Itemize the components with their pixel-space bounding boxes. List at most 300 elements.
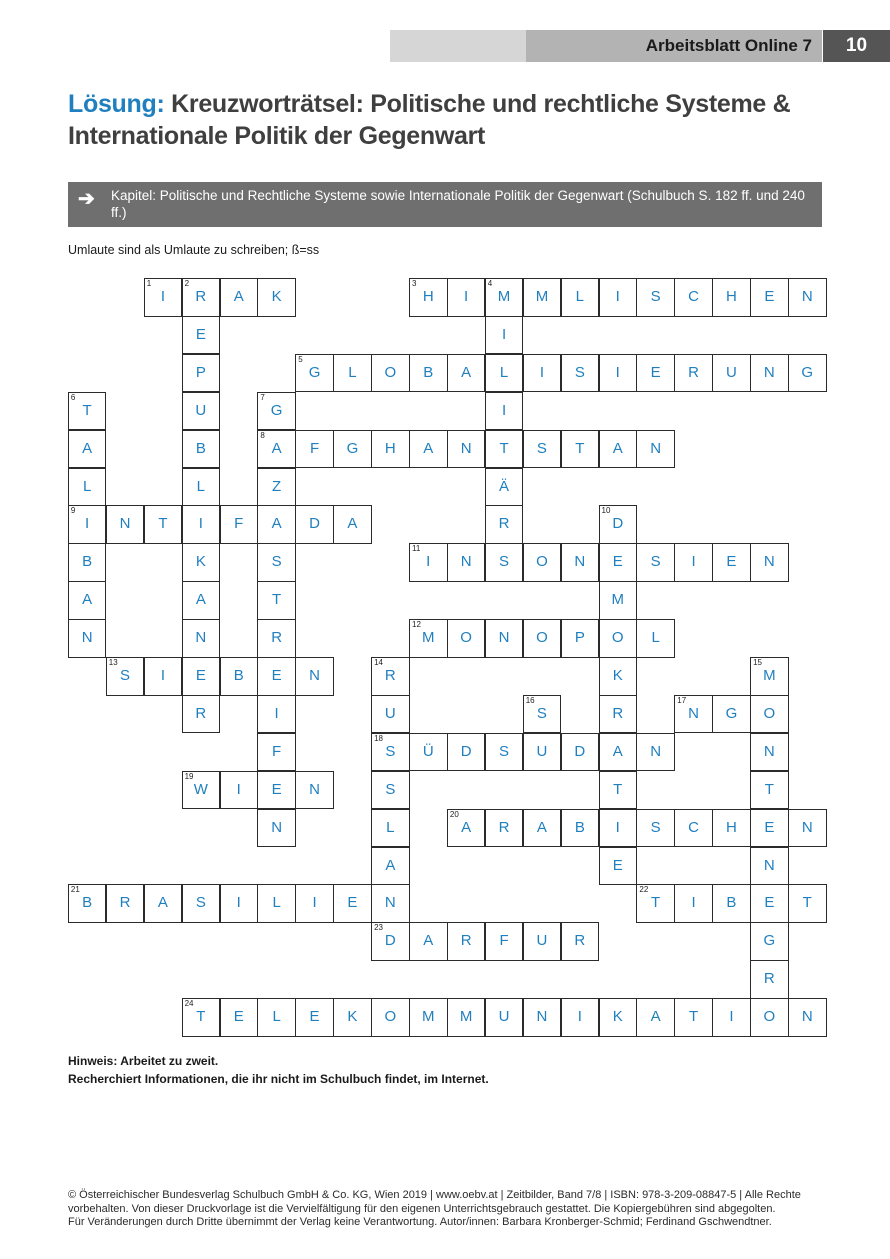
clue-number: 10 xyxy=(601,506,611,516)
crossword-cell xyxy=(257,278,296,317)
cell-letter: S xyxy=(385,742,396,760)
crossword-cell xyxy=(447,354,486,393)
cell-letter: I xyxy=(160,288,166,305)
cell-letter: A xyxy=(157,894,168,912)
cell-letter: H xyxy=(384,439,396,457)
crossword-cell xyxy=(712,809,751,848)
crossword-cell xyxy=(144,278,183,317)
crossword-cell xyxy=(599,619,638,658)
page-number: 10 xyxy=(823,30,890,62)
crossword-cell xyxy=(674,695,713,734)
worksheet-label: Arbeitsblatt Online 7 xyxy=(526,30,822,62)
crossword-cell xyxy=(257,505,296,544)
crossword-cell xyxy=(523,922,562,961)
clue-number: 21 xyxy=(70,885,80,895)
crossword-cell xyxy=(295,430,334,469)
crossword-cell xyxy=(636,543,675,582)
crossword-cell xyxy=(788,809,827,848)
clue-number: 24 xyxy=(184,999,194,1009)
crossword-cell xyxy=(485,468,524,507)
crossword-cell xyxy=(712,695,751,734)
cell-letter: U xyxy=(195,401,207,419)
cell-letter: I xyxy=(198,515,203,533)
cell-letter: L xyxy=(348,363,357,381)
cell-letter: M xyxy=(422,1008,435,1026)
cell-letter: T xyxy=(764,780,774,798)
crossword-cell xyxy=(182,430,221,469)
cell-letter: N xyxy=(574,553,586,571)
crossword-cell xyxy=(257,884,296,923)
crossword-cell xyxy=(599,809,638,848)
crossword-cell xyxy=(68,505,107,544)
cell-letter: H xyxy=(726,818,737,836)
cell-letter: A xyxy=(82,591,93,609)
cell-letter: G xyxy=(270,401,283,419)
cell-letter: I xyxy=(691,894,696,912)
cell-letter: T xyxy=(688,1008,699,1026)
crossword-cell xyxy=(750,809,789,848)
crossword-cell xyxy=(144,505,183,544)
crossword-cell xyxy=(599,430,638,469)
crossword-cell xyxy=(447,733,486,772)
cell-letter: S xyxy=(385,780,396,798)
cell-letter: U xyxy=(536,932,548,950)
cell-letter: C xyxy=(688,818,699,836)
cell-letter: E xyxy=(195,325,206,343)
cell-letter: M xyxy=(611,591,624,609)
cell-letter: P xyxy=(195,363,206,381)
crossword-cell xyxy=(712,278,751,317)
crossword-cell xyxy=(750,354,789,393)
crossword-cell xyxy=(371,884,410,923)
cell-letter: Z xyxy=(272,477,282,495)
clue-number: 20 xyxy=(449,809,459,819)
cell-letter: I xyxy=(274,704,279,722)
cell-letter: M xyxy=(422,629,435,647)
crossword-cell xyxy=(447,543,486,582)
crossword-cell xyxy=(295,657,334,696)
crossword-cell xyxy=(485,354,524,393)
clue-number: 17 xyxy=(677,695,687,705)
cell-letter: E xyxy=(271,667,282,684)
cell-letter: K xyxy=(612,1008,623,1026)
crossword-cell xyxy=(144,884,183,923)
cell-letter: T xyxy=(272,591,282,609)
cell-letter: R xyxy=(195,288,207,305)
cell-letter: F xyxy=(234,515,244,533)
cell-letter: N xyxy=(460,553,472,571)
crossword-cell xyxy=(257,581,296,620)
cell-letter: K xyxy=(612,667,623,684)
crossword-cell xyxy=(523,619,562,658)
crossword-cell xyxy=(409,619,448,658)
crossword-cell xyxy=(144,657,183,696)
crossword-cell xyxy=(712,998,751,1037)
cell-letter: N xyxy=(309,667,320,684)
cell-letter: R xyxy=(612,704,624,722)
crossword-cell xyxy=(599,278,638,317)
cell-letter: A xyxy=(461,363,472,381)
cell-letter: R xyxy=(574,932,586,950)
cell-letter: I xyxy=(464,288,469,305)
crossword-cell xyxy=(561,619,600,658)
crossword-cell xyxy=(485,809,524,848)
crossword-cell xyxy=(750,657,789,696)
crossword-cell xyxy=(220,884,259,923)
cell-letter: H xyxy=(726,288,737,305)
cell-letter: Ä xyxy=(499,477,510,495)
cell-letter: I xyxy=(615,818,620,836)
crossword-cell xyxy=(333,430,372,469)
crossword-cell xyxy=(636,884,675,923)
crossword-cell xyxy=(750,884,789,923)
cell-letter: U xyxy=(536,742,548,760)
cell-letter: B xyxy=(423,363,434,381)
cell-letter: E xyxy=(309,1008,320,1026)
cell-letter: O xyxy=(763,1008,776,1026)
cell-letter: O xyxy=(384,1008,397,1026)
crossword-cell xyxy=(371,430,410,469)
crossword-cell xyxy=(68,543,107,582)
crossword-cell xyxy=(750,695,789,734)
crossword-cell xyxy=(788,998,827,1037)
cell-letter: E xyxy=(347,894,358,912)
cell-letter: I xyxy=(85,515,90,533)
crossword-cell xyxy=(674,998,713,1037)
cell-letter: F xyxy=(309,439,320,457)
crossword-cell xyxy=(485,505,524,544)
cell-letter: I xyxy=(615,288,620,305)
clue-number: 14 xyxy=(374,658,383,667)
cell-letter: I xyxy=(729,1008,734,1026)
cell-letter: I xyxy=(539,363,545,381)
cell-letter: N xyxy=(763,742,775,760)
cell-letter: U xyxy=(726,363,737,381)
crossword-cell xyxy=(788,354,827,393)
crossword-cell xyxy=(447,619,486,658)
cell-letter: O xyxy=(536,629,548,647)
crossword-cell xyxy=(220,998,259,1037)
clue-number: 3 xyxy=(412,279,417,288)
cell-letter: E xyxy=(726,553,737,571)
crossword-cell xyxy=(371,695,410,734)
cell-letter: S xyxy=(650,818,661,836)
crossword-cell xyxy=(182,581,221,620)
crossword-cell xyxy=(220,505,259,544)
cell-letter: R xyxy=(460,932,472,950)
clue-number: 4 xyxy=(487,279,493,288)
cell-letter: M xyxy=(459,1008,473,1026)
header-decor xyxy=(390,30,526,62)
cell-letter: R xyxy=(195,704,207,722)
crossword-cell xyxy=(712,543,751,582)
crossword-cell xyxy=(409,543,448,582)
crossword-cell xyxy=(182,468,221,507)
crossword-cell xyxy=(599,505,638,544)
cell-letter: A xyxy=(271,515,282,533)
crossword-cell xyxy=(182,695,221,734)
cell-letter: N xyxy=(536,1008,548,1026)
crossword-cell xyxy=(220,771,259,810)
crossword-cell xyxy=(257,430,296,469)
crossword-cell xyxy=(636,619,675,658)
crossword-cell xyxy=(447,998,486,1037)
cell-letter: O xyxy=(611,629,624,647)
cell-letter: G xyxy=(308,363,321,381)
chapter-text: Kapitel: Politische und Rechtliche Systeme sowie Internationale Politik der Gegenwart (Schulbuch S. 182 ff. und 240 ff.) xyxy=(111,188,805,220)
cell-letter: G xyxy=(346,439,359,457)
crossword-cell xyxy=(371,733,410,772)
cell-letter: G xyxy=(725,704,738,722)
cell-letter: T xyxy=(196,1008,206,1026)
cell-letter: N xyxy=(763,553,775,571)
cell-letter: T xyxy=(82,401,92,419)
cell-letter: S xyxy=(271,553,282,571)
cell-letter: T xyxy=(575,439,585,457)
cell-letter: I xyxy=(501,325,507,343)
crossword-cell xyxy=(409,733,448,772)
cell-letter: A xyxy=(195,591,206,609)
crossword-cell xyxy=(674,278,713,317)
crossword-cell xyxy=(636,733,675,772)
cell-letter: L xyxy=(272,1008,281,1026)
crossword-cell xyxy=(523,354,562,393)
cell-letter: K xyxy=(347,1008,358,1026)
crossword-cell xyxy=(750,278,789,317)
crossword-cell xyxy=(257,392,296,431)
crossword-cell xyxy=(712,354,751,393)
crossword-cell xyxy=(182,619,221,658)
crossword-cell xyxy=(409,278,448,317)
crossword-cell xyxy=(371,771,410,810)
crossword-cell xyxy=(371,809,410,848)
crossword-cell xyxy=(68,392,107,431)
cell-letter: A xyxy=(385,856,396,874)
cell-letter: A xyxy=(347,515,358,533)
crossword-cell xyxy=(295,771,334,810)
crossword-cell xyxy=(485,619,524,658)
cell-letter: T xyxy=(613,780,623,798)
cell-letter: N xyxy=(801,288,813,305)
cell-letter: D xyxy=(612,515,624,533)
cell-letter: N xyxy=(81,629,93,647)
crossword-cell xyxy=(636,354,675,393)
clue-number: 16 xyxy=(525,695,535,705)
cell-letter: K xyxy=(271,288,282,305)
cell-letter: K xyxy=(195,553,206,571)
cell-letter: D xyxy=(460,742,472,760)
crossword-cell xyxy=(295,354,334,393)
clue-number: 5 xyxy=(298,354,303,364)
crossword-cell xyxy=(182,278,221,317)
cell-letter: I xyxy=(426,553,431,571)
solution-label: Lösung: xyxy=(68,90,165,118)
arrow-right-icon: ➔ xyxy=(78,188,95,210)
cell-letter: I xyxy=(312,894,317,912)
cell-letter: O xyxy=(460,629,472,647)
cell-letter: C xyxy=(688,288,699,305)
cell-letter: L xyxy=(575,288,585,305)
cell-letter: A xyxy=(536,818,547,836)
crossword-cell xyxy=(68,581,107,620)
crossword-cell xyxy=(371,998,410,1037)
crossword-cell xyxy=(523,430,562,469)
crossword-cell xyxy=(182,998,221,1037)
crossword-cell xyxy=(599,847,638,886)
crossword-cell xyxy=(523,998,562,1037)
crossword-cell xyxy=(333,505,372,544)
cell-letter: I xyxy=(691,553,696,571)
crossword-cell xyxy=(674,543,713,582)
cell-letter: A xyxy=(82,439,93,457)
clue-number: 15 xyxy=(753,658,762,667)
crossword-cell xyxy=(106,657,145,696)
crossword-cell xyxy=(257,468,296,507)
crossword-cell xyxy=(447,278,486,317)
crossword-cell xyxy=(485,733,524,772)
cell-letter: E xyxy=(233,1008,244,1026)
page-title xyxy=(68,88,848,152)
crossword-cell xyxy=(788,278,827,317)
crossword-cell xyxy=(636,278,675,317)
note-line: Recherchiert Informationen, die ihr nicht im Schulbuch findet, im Internet. xyxy=(68,1072,489,1086)
cell-letter: E xyxy=(195,667,206,684)
cell-letter: G xyxy=(763,932,776,950)
crossword-cell xyxy=(409,354,448,393)
crossword-cell xyxy=(674,354,713,393)
cell-letter: U xyxy=(498,1008,510,1026)
crossword-cell xyxy=(485,278,524,317)
cell-letter: R xyxy=(119,894,131,912)
crossword-cell xyxy=(409,430,448,469)
crossword-cell xyxy=(257,657,296,696)
note-line: Hinweis: Arbeitet zu zweit. xyxy=(68,1054,219,1068)
cell-letter: B xyxy=(726,894,737,912)
crossword-cell xyxy=(561,809,600,848)
cell-letter: A xyxy=(423,439,434,457)
cell-letter: M xyxy=(763,667,776,684)
crossword-cell xyxy=(636,998,675,1037)
cell-letter: B xyxy=(574,818,585,836)
crossword-cell xyxy=(561,354,600,393)
cell-letter: N xyxy=(763,363,775,381)
crossword-cell xyxy=(257,733,296,772)
crossword-cell xyxy=(750,733,789,772)
footer-line: © Österreichischer Bundesverlag Schulbuch GmbH & Co. KG, Wien 2019 | www.oebv.at | Zeitbilder, Band 7/8 | ISBN: 978-3-209-08847-5 | Alle Rechte xyxy=(68,1189,801,1201)
clue-number: 13 xyxy=(108,658,118,667)
crossword-cell xyxy=(750,998,789,1037)
crossword-cell xyxy=(788,884,827,923)
cell-letter: N xyxy=(801,818,813,836)
crossword-cell xyxy=(485,316,524,355)
crossword-cell xyxy=(371,657,410,696)
crossword-cell xyxy=(295,505,334,544)
crossword-cell xyxy=(182,392,221,431)
crossword-cell xyxy=(523,543,562,582)
cell-letter: A xyxy=(612,742,623,760)
cell-letter: R xyxy=(384,667,396,684)
clue-number: 18 xyxy=(374,733,383,743)
cell-letter: U xyxy=(384,704,396,722)
crossword-cell xyxy=(485,998,524,1037)
cell-letter: O xyxy=(536,553,548,571)
cell-letter: A xyxy=(233,288,244,305)
cell-letter: N xyxy=(650,742,662,760)
crossword-cell xyxy=(750,847,789,886)
cell-letter: E xyxy=(612,553,623,571)
cell-letter: T xyxy=(499,439,509,457)
cell-letter: S xyxy=(650,288,661,305)
cell-letter: O xyxy=(763,704,776,722)
clue-number: 9 xyxy=(70,506,76,516)
cell-letter: A xyxy=(271,439,282,457)
clue-number: 1 xyxy=(146,279,152,288)
crossword-cell xyxy=(485,392,524,431)
cell-letter: R xyxy=(688,363,699,381)
crossword-cell xyxy=(447,922,486,961)
crossword-cell xyxy=(257,543,296,582)
footer xyxy=(68,1189,828,1230)
crossword-cell xyxy=(182,657,221,696)
cell-letter: N xyxy=(119,515,131,533)
cell-letter: S xyxy=(536,704,547,722)
crossword-cell xyxy=(182,505,221,544)
crossword-cell xyxy=(561,922,600,961)
crossword-cell xyxy=(561,998,600,1037)
cell-letter: L xyxy=(499,363,509,381)
cell-letter: S xyxy=(120,667,131,684)
crossword-cell xyxy=(68,884,107,923)
cell-letter: T xyxy=(651,894,661,912)
crossword-cell xyxy=(220,278,259,317)
cell-letter: A xyxy=(612,439,623,457)
crossword-cell xyxy=(257,619,296,658)
cell-letter: I xyxy=(615,363,620,381)
crossword-cell xyxy=(599,695,638,734)
cell-letter: E xyxy=(650,363,661,381)
crossword-cell xyxy=(295,998,334,1037)
cell-letter: D xyxy=(309,515,320,533)
cell-letter: I xyxy=(236,894,241,912)
crossword-cell xyxy=(182,543,221,582)
clue-number: 22 xyxy=(639,885,649,895)
crossword-cell xyxy=(295,884,334,923)
crossword-cell xyxy=(561,430,600,469)
crossword-cell xyxy=(409,922,448,961)
cell-letter: N xyxy=(688,704,699,722)
cell-letter: R xyxy=(498,818,510,836)
cell-letter: E xyxy=(271,780,282,798)
cell-letter: B xyxy=(195,439,206,457)
cell-letter: N xyxy=(650,439,662,457)
cell-letter: N xyxy=(498,629,510,647)
cell-letter: A xyxy=(423,932,434,950)
crossword-cell xyxy=(561,733,600,772)
instruction-text: Umlaute sind als Umlaute zu schreiben; ß=ss xyxy=(68,243,320,257)
cell-letter: N xyxy=(309,780,320,798)
crossword-cell xyxy=(333,354,372,393)
cell-letter: N xyxy=(763,856,775,874)
cell-letter: E xyxy=(764,288,775,305)
cell-letter: Ü xyxy=(422,742,434,760)
crossword-cell xyxy=(523,809,562,848)
crossword-cell xyxy=(485,922,524,961)
cell-letter: E xyxy=(764,894,775,912)
title-text: Kreuzworträtsel: Politische und rechtliche Systeme & Internationale Politik der Gegenwart xyxy=(68,90,791,150)
crossword-cell xyxy=(220,657,259,696)
cell-letter: S xyxy=(650,553,661,571)
cell-letter: N xyxy=(801,1008,813,1026)
